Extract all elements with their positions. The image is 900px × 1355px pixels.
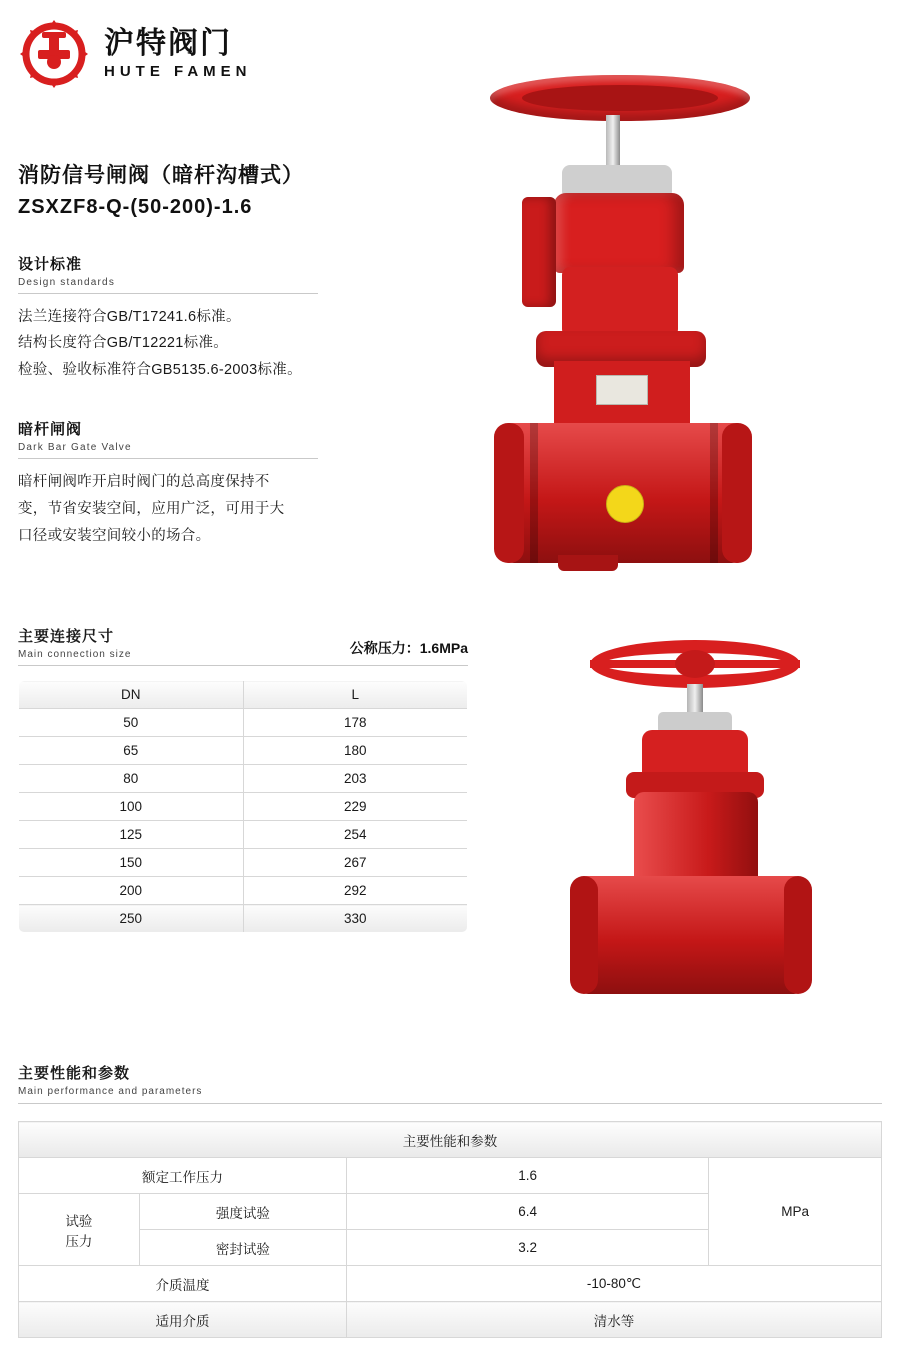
performance-table-title: 主要性能和参数 (19, 1122, 882, 1158)
brand-logo-block (18, 18, 252, 90)
connection-size-block (18, 625, 468, 933)
valve-nameplate (596, 375, 648, 405)
cell-dn: 80 (19, 765, 244, 793)
connection-heading-row (18, 625, 468, 666)
cell-l: 267 (243, 849, 468, 877)
connection-heading-en: Main connection size (18, 649, 132, 660)
row-value-rated-pressure: 1.6 (346, 1158, 708, 1194)
group-label-test-pressure (19, 1194, 140, 1266)
brand-name-en: HUTE FAMEN (104, 63, 252, 81)
cell-dn: 125 (19, 821, 244, 849)
connection-heading (18, 625, 131, 660)
table-header-row (19, 681, 468, 709)
valve-groove-right (710, 423, 718, 563)
performance-heading-cn: 主要性能和参数 (18, 1065, 131, 1082)
connection-heading-cn: 主要连接尺寸 (18, 628, 115, 645)
performance-block (18, 1062, 882, 1338)
unit-cell: MPa (709, 1158, 882, 1266)
table-row (19, 765, 468, 793)
section-heading-cn: 设计标准 (18, 255, 83, 273)
table-row (19, 737, 468, 765)
body-line: 法兰连接符合GB/T17241.6标准。 (18, 308, 241, 325)
valve-foot (558, 555, 618, 571)
valve-yellow-tag (606, 485, 644, 523)
cell-l: 292 (243, 877, 468, 905)
page-title: 消防信号闸阀（暗杆沟槽式） (18, 164, 304, 187)
product-model: ZSXZF8-Q-(50-200)-1.6 (18, 195, 253, 218)
section-dark-bar-gate-valve (18, 418, 338, 549)
cell-dn: 150 (19, 849, 244, 877)
body-line: 暗杆闸阀咋开启时阀门的总高度保持不 (18, 473, 270, 490)
row-value-applicable-medium: 清水等 (346, 1302, 881, 1338)
table-row (19, 905, 468, 933)
section-heading-en: Dark Bar Gate Valve (18, 442, 318, 459)
group-label-line2: 压力 (65, 1233, 93, 1249)
valve-body (634, 792, 758, 888)
performance-heading-en: Main performance and parameters (18, 1086, 882, 1104)
section-body (18, 304, 338, 384)
cell-l: 330 (243, 905, 468, 933)
column-header-l: L (243, 681, 468, 709)
row-value-strength-test: 6.4 (346, 1194, 708, 1230)
row-value-seal-test: 3.2 (346, 1230, 708, 1266)
section-design-standards (18, 253, 338, 384)
cell-l: 203 (243, 765, 468, 793)
gear-valve-logo-icon (18, 18, 90, 90)
column-header-dn: DN (19, 681, 244, 709)
section-heading-en: Design standards (18, 277, 318, 294)
valve-pipe-end-right (722, 423, 752, 563)
valve-neck (562, 267, 678, 337)
table-row (19, 1266, 882, 1302)
row-label-medium-temperature: 介质温度 (19, 1266, 347, 1302)
handwheel-inner-icon (522, 85, 718, 111)
cell-l: 180 (243, 737, 468, 765)
valve-yoke (554, 193, 684, 273)
row-label-strength-test: 强度试验 (139, 1194, 346, 1230)
gate-valve-handwheel-photo (530, 640, 860, 1040)
cell-dn: 65 (19, 737, 244, 765)
handwheel-hub (675, 650, 715, 678)
cell-dn: 100 (19, 793, 244, 821)
valve-stem (606, 115, 620, 171)
table-row (19, 1302, 882, 1338)
table-row (19, 793, 468, 821)
table-row (19, 821, 468, 849)
valve-pipe (574, 876, 808, 994)
valve-pipe-end-right (784, 876, 812, 994)
section-body (18, 469, 338, 549)
gate-valve-grooved-photo (470, 55, 870, 585)
brand-text (104, 28, 252, 81)
brand-name-cn: 沪特阀门 (104, 26, 232, 60)
left-content-column (18, 160, 338, 549)
cell-l: 229 (243, 793, 468, 821)
performance-table (18, 1121, 882, 1338)
cell-dn: 50 (19, 709, 244, 737)
table-title-row (19, 1122, 882, 1158)
cell-l: 254 (243, 821, 468, 849)
connection-size-table (18, 680, 468, 933)
body-line: 变，节省安装空间，应用广泛，可用于大 (18, 500, 285, 517)
body-line: 检验、验收标准符合GB5135.6-2003标准。 (18, 362, 302, 379)
valve-groove-left (530, 423, 538, 563)
table-row (19, 1158, 882, 1194)
row-label-rated-pressure: 额定工作压力 (19, 1158, 347, 1194)
row-value-medium-temperature: -10-80℃ (346, 1266, 881, 1302)
signal-switch-box (522, 197, 556, 307)
cell-dn: 250 (19, 905, 244, 933)
table-row (19, 709, 468, 737)
row-label-seal-test: 密封试验 (139, 1230, 346, 1266)
row-label-applicable-medium: 适用介质 (19, 1302, 347, 1338)
section-heading-cn: 暗杆闸阀 (18, 420, 83, 438)
group-label-line1: 试验 (65, 1213, 93, 1229)
cell-dn: 200 (19, 877, 244, 905)
body-line: 结构长度符合GB/T12221标准。 (18, 335, 229, 352)
body-line: 口径或安装空间较小的场合。 (18, 527, 211, 544)
table-row (19, 849, 468, 877)
cell-l: 178 (243, 709, 468, 737)
nominal-pressure-label: 公称压力：1.6MPa (349, 640, 468, 656)
table-row (19, 877, 468, 905)
valve-pipe-end-left (570, 876, 598, 994)
valve-pipe-end-left (494, 423, 524, 563)
